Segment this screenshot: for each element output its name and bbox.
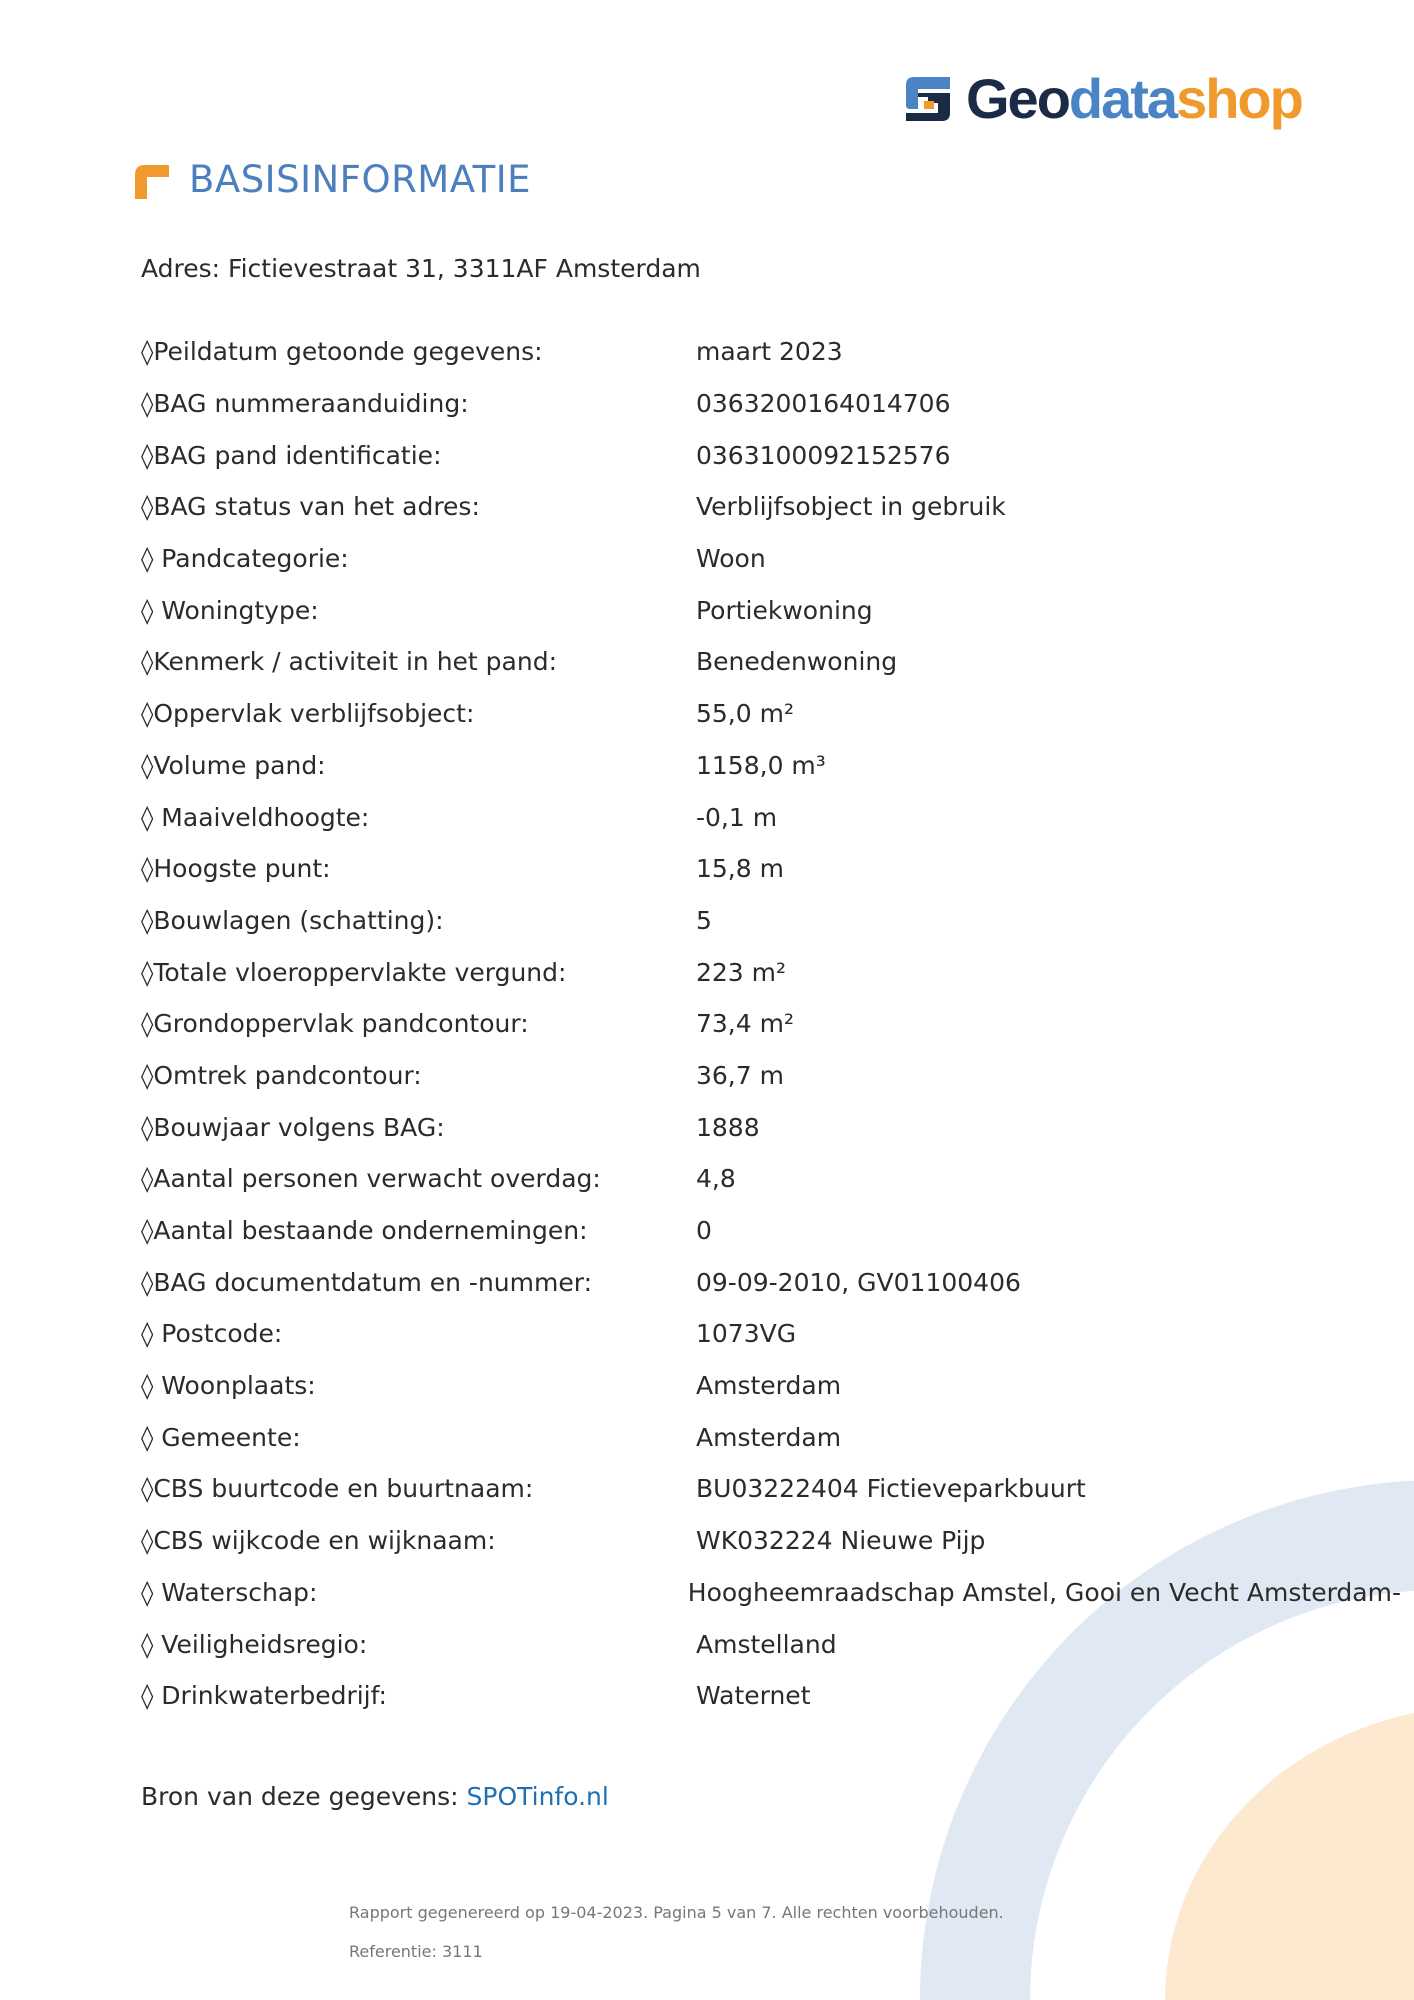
info-row-label: ◊Hoogste punt: [141, 854, 331, 884]
info-row-value: Woon [696, 544, 766, 574]
info-row-label: ◊ Drinkwaterbedrijf: [141, 1681, 387, 1711]
info-row-label: ◊CBS wijkcode en wijknaam: [141, 1526, 496, 1556]
info-row-label: ◊BAG status van het adres: [141, 492, 480, 522]
info-row [141, 1308, 1401, 1360]
info-row-label: ◊ Maaiveldhoogte: [141, 802, 370, 832]
info-row-label: ◊Bouwjaar volgens BAG: [141, 1112, 445, 1142]
source-line [141, 1782, 609, 1811]
footer-reference: Referentie: 3111 [349, 1942, 483, 1961]
info-row-label: ◊Omtrek pandcontour: [141, 1060, 422, 1090]
info-row-value: 1073VG [696, 1319, 797, 1349]
info-row [141, 740, 1401, 792]
info-row-label: ◊Aantal personen verwacht overdag: [141, 1164, 601, 1194]
corner-bracket-icon [133, 161, 171, 199]
info-row-label: ◊Grondoppervlak pandcontour: [141, 1009, 529, 1039]
info-row-label: ◊Peildatum getoonde gegevens: [141, 337, 543, 367]
source-link[interactable]: SPOTinfo.nl [466, 1782, 609, 1811]
info-row-value: 55,0 m² [696, 699, 794, 729]
geodatashop-logo [900, 64, 1302, 134]
info-row-label: ◊Oppervlak verblijfsobject: [141, 699, 475, 729]
logo-text-data: data [1068, 67, 1177, 130]
address-line: Adres: Fictievestraat 31, 3311AF Amsterdam [141, 254, 701, 283]
info-row [141, 584, 1401, 636]
info-row-label: ◊ Waterschap: [141, 1577, 318, 1607]
info-row-label: ◊ Woningtype: [141, 595, 319, 625]
info-row [141, 1153, 1401, 1205]
info-row-label: ◊ Postcode: [141, 1319, 283, 1349]
page-title: BASISINFORMATIE [189, 158, 532, 201]
info-row-value: 09-09-2010, GV01100406 [696, 1267, 1021, 1297]
info-row-value: Amstelland [696, 1629, 837, 1659]
info-row-label: ◊BAG pand identificatie: [141, 440, 442, 470]
info-row [141, 636, 1401, 688]
source-prefix: Bron van deze gegevens: [141, 1782, 467, 1811]
info-row [141, 1256, 1401, 1308]
info-row-value: maart 2023 [696, 337, 843, 367]
info-row-value: 15,8 m [696, 854, 784, 884]
logo-text-geo: Geo [966, 67, 1069, 130]
logo-wordmark [966, 67, 1302, 130]
info-row [141, 1670, 1401, 1722]
info-row [141, 1101, 1401, 1153]
info-row [141, 1050, 1401, 1102]
info-row [141, 326, 1401, 378]
info-row-value: Amsterdam [696, 1371, 842, 1401]
info-row [141, 946, 1401, 998]
info-row-value: 1158,0 m³ [696, 750, 826, 780]
info-row-label: ◊Kenmerk / activiteit in het pand: [141, 647, 558, 677]
info-row [141, 791, 1401, 843]
logo-mark-icon [900, 71, 956, 127]
info-row-value: WK032224 Nieuwe Pijp [696, 1526, 986, 1556]
info-row-value: Benedenwoning [696, 647, 898, 677]
info-row-label: ◊Bouwlagen (schatting): [141, 905, 444, 935]
info-row-label: ◊ Veiligheidsregio: [141, 1629, 368, 1659]
info-row [141, 998, 1401, 1050]
info-row-value: Portiekwoning [696, 595, 873, 625]
info-row-label: ◊Volume pand: [141, 750, 326, 780]
property-info-table [141, 326, 1401, 1722]
info-row [141, 1205, 1401, 1257]
info-row [141, 1618, 1401, 1670]
info-row-value: 0363200164014706 [696, 389, 951, 419]
info-row-value: Waternet [696, 1681, 811, 1711]
info-row-value: 73,4 m² [696, 1009, 794, 1039]
info-row [141, 481, 1401, 533]
info-row [141, 429, 1401, 481]
info-row [141, 1411, 1401, 1463]
info-row-value: Amsterdam [696, 1422, 842, 1452]
info-row [141, 1567, 1401, 1619]
info-row [141, 1360, 1401, 1412]
info-row-value: -0,1 m [696, 802, 778, 832]
info-row-value: 0 [696, 1216, 712, 1246]
info-row [141, 378, 1401, 430]
info-row-value: Hoogheemraadschap Amstel, Gooi en Vecht Amsterdam- [687, 1577, 1401, 1607]
info-row-label: ◊Aantal bestaande ondernemingen: [141, 1216, 588, 1246]
info-row-label: ◊CBS buurtcode en buurtnaam: [141, 1474, 534, 1504]
info-row [141, 688, 1401, 740]
info-row-label: ◊ Pandcategorie: [141, 544, 349, 574]
info-row [141, 843, 1401, 895]
info-row-label: ◊ Woonplaats: [141, 1371, 316, 1401]
info-row-value: 0363100092152576 [696, 440, 951, 470]
info-row [141, 895, 1401, 947]
info-row-value: 36,7 m [696, 1060, 784, 1090]
info-row [141, 1515, 1401, 1567]
info-row-value: Verblijfsobject in gebruik [696, 492, 1006, 522]
info-row-label: ◊BAG documentdatum en -nummer: [141, 1267, 592, 1297]
info-row-label: ◊ Gemeente: [141, 1422, 301, 1452]
info-row-value: 1888 [696, 1112, 760, 1142]
info-row-label: ◊Totale vloeroppervlakte vergund: [141, 957, 567, 987]
logo-text-shop: shop [1176, 67, 1302, 130]
info-row-value: BU03222404 Fictieveparkbuurt [696, 1474, 1086, 1504]
footer-generated-text: Rapport gegenereerd op 19-04-2023. Pagina 5 van 7. Alle rechten voorbehouden. [349, 1903, 1004, 1922]
info-row-value: 4,8 [696, 1164, 736, 1194]
info-row-value: 223 m² [696, 957, 787, 987]
section-heading [133, 158, 531, 201]
info-row [141, 533, 1401, 585]
info-row-label: ◊BAG nummeraanduiding: [141, 389, 469, 419]
info-row [141, 1463, 1401, 1515]
info-row-value: 5 [696, 905, 712, 935]
